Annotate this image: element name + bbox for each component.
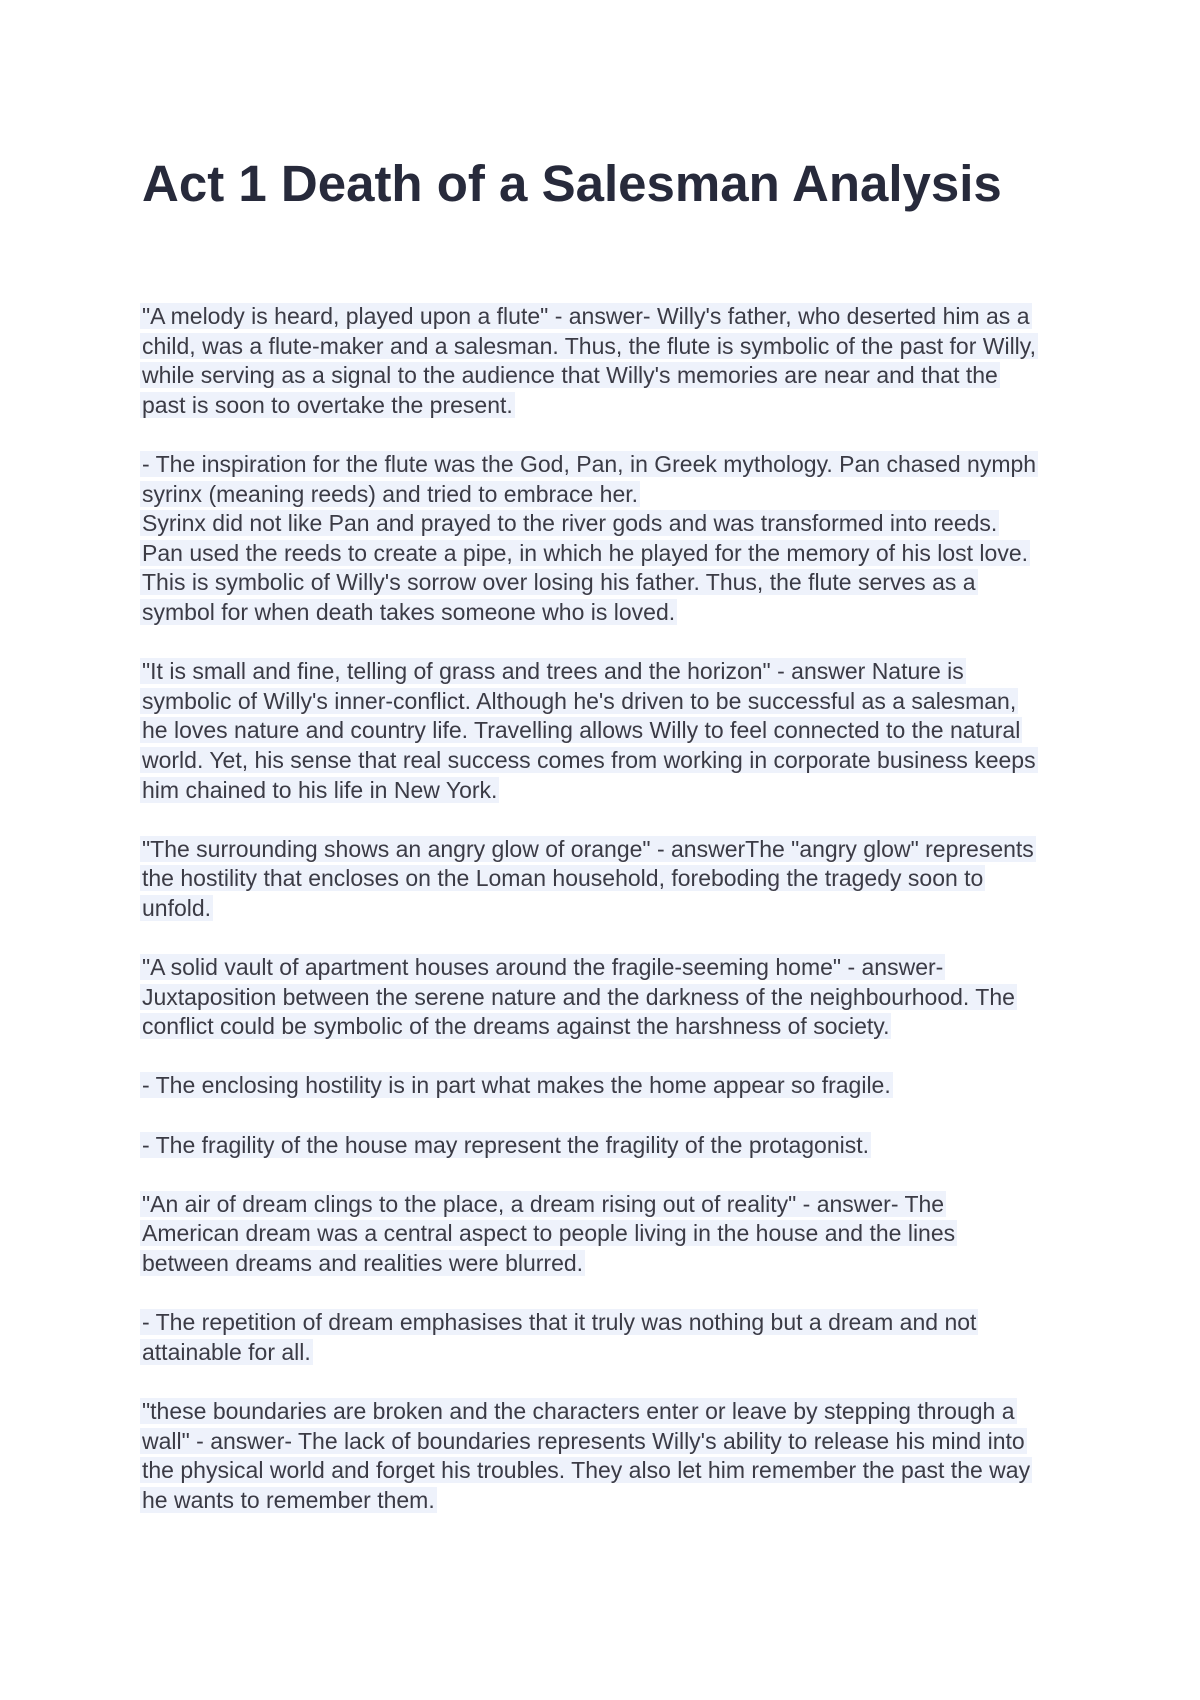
text-line: - The fragility of the house may represent the fragility of the protagonist. — [142, 1131, 870, 1158]
text-line: the physical world and forget his troubles. They also let him remember the past the way — [142, 1457, 1031, 1484]
text-line: "A solid vault of apartment houses around the fragile-seeming home" - answer- — [142, 954, 944, 981]
text-line: "A melody is heard, played upon a flute" - answer- Willy's father, who deserted him as a — [142, 303, 1030, 329]
text-line: wall" - answer- The lack of boundaries represents Willy's ability to release his mind into — [142, 1427, 1025, 1454]
text-line: - The repetition of dream emphasises that it truly was nothing but a dream and not — [142, 1309, 977, 1336]
text-line: he wants to remember them. — [142, 1486, 435, 1513]
text-line: while serving as a signal to the audience that Willy's memories are near and that the — [142, 362, 998, 389]
text-line: world. Yet, his sense that real success comes from working in corporate business keeps — [142, 746, 1036, 773]
text-line: child, was a flute-maker and a salesman. Thus, the flute is symbolic of the past for Willy, — [142, 332, 1036, 359]
text-line: him chained to his life in New York. — [142, 776, 498, 803]
paragraph — [142, 657, 1062, 805]
paragraph — [142, 1308, 1062, 1367]
paragraph — [142, 1071, 1062, 1101]
text-line: symbolic of Willy's inner-conflict. Although he's driven to be successful as a salesman, — [142, 687, 1017, 714]
text-line: attainable for all. — [142, 1338, 311, 1365]
paragraph — [142, 450, 1062, 628]
text-line: "An air of dream clings to the place, a dream rising out of reality" - answer- The — [142, 1190, 945, 1217]
text-line: he loves nature and country life. Travelling allows Willy to feel connected to the natural — [142, 717, 1021, 744]
text-line: between dreams and realities were blurred. — [142, 1250, 584, 1276]
text-line: "these boundaries are broken and the characters enter or leave by stepping through a — [142, 1397, 1015, 1424]
text-line: Juxtaposition between the serene nature and the darkness of the neighbourhood. The — [142, 983, 1015, 1010]
paragraph — [142, 1397, 1062, 1515]
text-line: conflict could be symbolic of the dreams against the harshness of society. — [142, 1013, 890, 1040]
text-line: - The inspiration for the flute was the God, Pan, in Greek mythology. Pan chased nymph — [142, 450, 1037, 477]
document-body — [142, 302, 1062, 1545]
text-line: - The enclosing hostility is in part what makes the home appear so fragile. — [142, 1072, 891, 1099]
text-line: American dream was a central aspect to people living in the house and the lines — [142, 1220, 956, 1247]
text-line: "It is small and fine, telling of grass and trees and the horizon" - answer Nature is — [142, 658, 964, 685]
page-title: Act 1 Death of a Salesman Analysis — [142, 155, 1002, 212]
paragraph — [142, 953, 1062, 1042]
text-line: "The surrounding shows an angry glow of orange" - answerThe "angry glow" represents — [142, 835, 1034, 862]
text-line: Pan used the reeds to create a pipe, in which he played for the memory of his lost love. — [142, 539, 1028, 566]
paragraph — [142, 302, 1062, 420]
text-line: This is symbolic of Willy's sorrow over losing his father. Thus, the flute serves as a — [142, 569, 976, 596]
paragraph — [142, 1190, 1062, 1279]
text-line: past is soon to overtake the present. — [142, 391, 513, 418]
paragraph — [142, 1131, 1062, 1161]
text-line: unfold. — [142, 894, 212, 921]
text-line: the hostility that encloses on the Loman household, foreboding the tragedy soon to — [142, 865, 984, 892]
text-line: symbol for when death takes someone who is loved. — [142, 598, 676, 625]
text-line: syrinx (meaning reeds) and tried to embrace her. — [142, 480, 639, 507]
paragraph — [142, 835, 1062, 924]
text-line: Syrinx did not like Pan and prayed to the river gods and was transformed into reeds. — [142, 510, 998, 537]
